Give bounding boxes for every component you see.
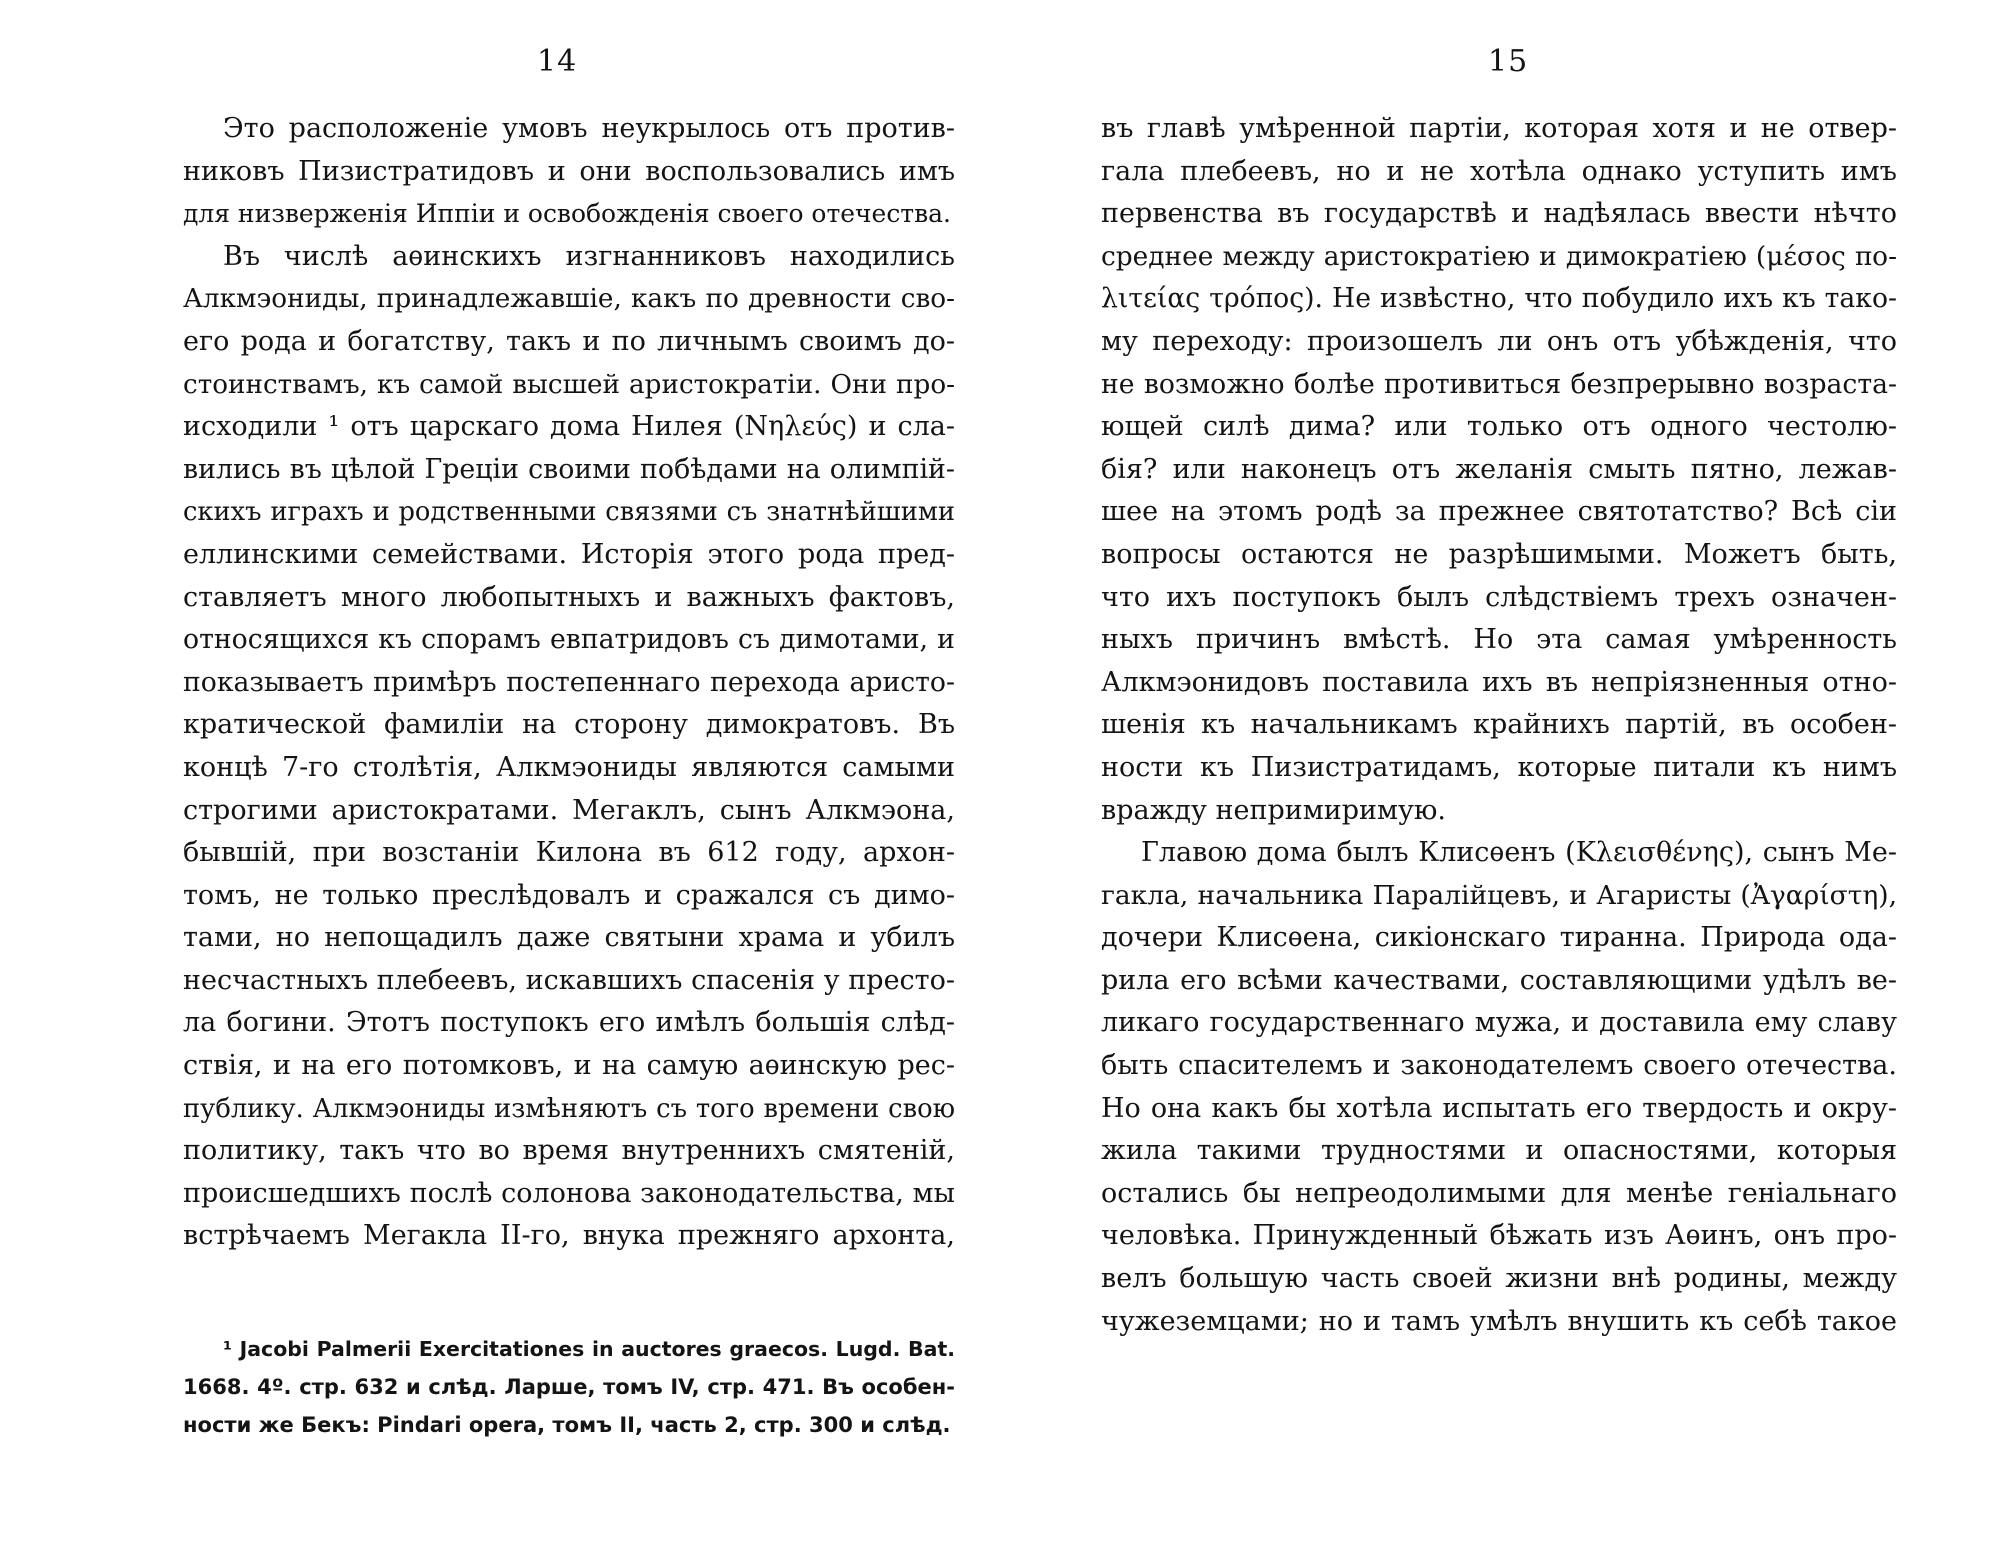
text-line: скихъ играхъ и родственными связями съ знатнѣйшими [183,497,955,528]
text-line: происшедшихъ послѣ солонова законодательства, мы [183,1177,955,1209]
text-line: показываетъ примѣръ постепеннаго перехода аристо- [183,666,955,698]
text-line: бія? или наконецъ отъ желанія смыть пятно, лежав- [1101,453,1897,485]
text-line: кратической фамиліи на сторону димократовъ. Въ [183,709,955,741]
text-line: ствія, и на его потомковъ, и на самую аѳинскую рес- [183,1050,955,1082]
right-page [1000,0,2000,1543]
text-line: ности къ Пизистратидамъ, которые питали къ нимъ [1101,751,1897,783]
text-line: строгими аристократами. Мегаклъ, сынъ Алкмэона, [183,794,955,826]
page-number: 14 [537,44,578,79]
text-line: что ихъ поступокъ былъ слѣдствіемъ трехъ означен- [1101,581,1897,613]
footnote-line: ности же Бекъ: Pindari opera, томъ II, часть 2, стр. 300 и слѣд. [183,1412,951,1437]
text-line: быть спасителемъ и законодателемъ своего отечества. [1101,1050,1897,1082]
text-line: ликаго государственнаго мужа, и доставила ему славу [1101,1007,1897,1039]
footnote [183,1330,955,1444]
text-line: тами, но непощадилъ даже святыни храма и убилъ [183,922,955,954]
text-line: Алкмэониды, принадлежавшіе, какъ по древности сво- [183,284,955,315]
text-line: въ главѣ умѣренной партіи, которая хотя и не отвер- [1101,113,1897,144]
text-line: ставляетъ много любопытныхъ и важныхъ фактовъ, [183,581,955,613]
text-line: вражду непримиримую. [1101,794,1447,826]
text-line: рила его всѣми качествами, составляющими удѣлъ ве- [1101,964,1897,996]
text-line: первенства въ государствѣ и надѣялась ввести нѣчто [1101,198,1897,230]
text-line: велъ большую часть своей жизни внѣ родины, между [1101,1263,1897,1295]
text-line: Въ числѣ аѳинскихъ изгнанниковъ находились [223,240,955,272]
text-line: не возможно болѣе противиться безпрерывно возраста- [1101,368,1897,400]
text-line: гала плебеевъ, но и не хотѣла однако уступить имъ [1101,155,1897,187]
text-line: исходили ¹ отъ царскаго дома Нилея (Νηλεύς) и сла- [183,411,955,443]
text-line: λιτείας τρόπος). Не извѣстно, что побудило ихъ къ тако- [1101,283,1897,315]
text-line: еллинскими семействами. Исторія этого рода пред- [183,538,955,570]
text-line: среднее между аристократіею и димократіею (μέσος πο- [1101,240,1897,272]
footnote-line: 1668. 4º. стр. 632 и слѣд. Ларше, томъ IV, стр. 471. Въ особен- [183,1374,955,1399]
text-line: ющей силѣ дима? или только отъ одного честолю- [1101,411,1897,443]
page-number: 15 [1488,44,1529,79]
text-line: Это расположеніе умовъ неукрылось отъ против- [223,113,955,144]
text-line: ныхъ причинъ вмѣстѣ. Но эта самая умѣренность [1101,624,1897,656]
text-line: бывшій, при возстаніи Килона въ 612 году, архон- [183,837,955,869]
text-line: публику. Алкмэониды измѣняютъ съ того времени свою [183,1093,955,1124]
text-line: никовъ Пизистратидовъ и они воспользовались имъ [183,155,955,187]
text-line: Алкмэонидовъ поставила ихъ въ непріязненныя отно- [1101,666,1897,698]
text-line: остались бы непреодолимыми для менѣе геніальнаго [1101,1177,1897,1209]
text-line: жила такими трудностями и опасностями, которыя [1101,1135,1897,1167]
body-text [183,108,955,1258]
text-line: ла богини. Этотъ поступокъ его имѣлъ большія слѣд- [183,1007,955,1039]
text-line: стоинствамъ, къ самой высшей аристократіи. Они про- [183,369,955,400]
text-line: шенія къ начальникамъ крайнихъ партій, въ особен- [1101,709,1897,741]
text-line: томъ, не только преслѣдовалъ и сражался съ димо- [183,879,955,911]
text-line: гакла, начальника Паралійцевъ, и Агаристы (Ἀγαρίστη), [1101,879,1897,911]
text-line: Но она какъ бы хотѣла испытать его твердость и окру- [1101,1092,1897,1124]
text-line: Главою дома былъ Клисѳенъ (Κλεισθένης), сынъ Ме- [1141,837,1897,869]
text-line: несчастныхъ плебеевъ, искавшихъ спасенія у престо- [183,964,955,996]
body-text [1101,108,1897,1343]
text-line: относящихся къ спорамъ евпатридовъ съ димотами, и [183,624,955,656]
text-line: му переходу: произошелъ ли онъ отъ убѣжденія, что [1101,325,1897,357]
footnote-line: ¹ Jacobi Palmerii Exercitationes in auctores graecos. Lugd. Bat. [223,1337,955,1361]
text-line: для низверженія Иппіи и освобожденія своего отечества. [183,199,951,229]
text-line: чужеземцами; но и тамъ умѣлъ внушить къ себѣ такое [1101,1305,1897,1337]
text-line: вопросы остаются не разрѣшимыми. Можетъ быть, [1101,538,1897,570]
text-line: его рода и богатству, такъ и по личнымъ своимъ до- [183,325,955,357]
text-line: встрѣчаемъ Мегакла II-го, внука прежняго архонта, [183,1220,955,1252]
text-line: вились въ цѣлой Греціи своими побѣдами на олимпій- [183,453,955,485]
text-line: дочери Клисѳена, сикіонскаго тиранна. Природа ода- [1101,922,1897,954]
text-line: человѣка. Принужденный бѣжать изъ Аѳинъ, онъ про- [1101,1220,1897,1252]
text-line: шее на этомъ родѣ за прежнее святотатство? Всѣ сіи [1101,496,1897,528]
text-line: концѣ 7-го столѣтія, Алкмэониды являются самыми [183,751,955,783]
text-line: политику, такъ что во время внутреннихъ смятеній, [183,1135,955,1167]
